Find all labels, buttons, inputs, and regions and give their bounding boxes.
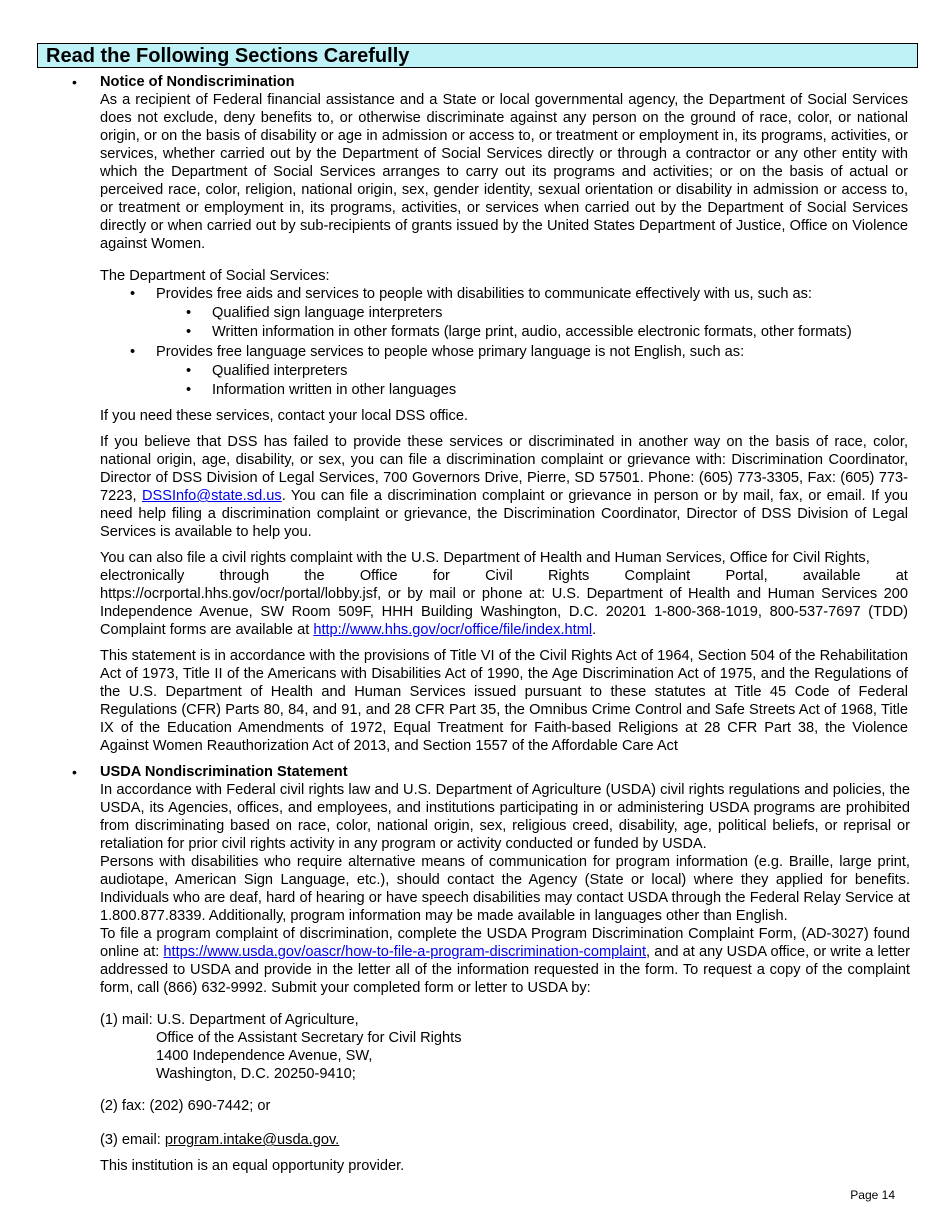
list-item: • Provides free language services to people whose primary language is not English, such as: [130,344,745,360]
dss-intro: The Department of Social Services: [100,268,330,284]
email-line: (3) email: program.intake@usda.gov. [100,1132,340,1148]
bullet-dot: • [72,764,77,780]
usda-section [100,763,910,1175]
hhs-paragraph: You can also file a civil rights complaint with the U.S. Department of Health and Human Services, Office for Civil Rights, electronically through the Office for Civil Rights Complaint Portal, available at https://ocrportal.hhs.gov/ocr/portal/lobby.jsf, or by mail or phone at: U.S. Department of Health and Human Services 200 Independence Avenue, SW Room 509F, HHH Building Washington, D.C. 20201 1-800-368-1019, 800-537-7697 (TDD) Complaint forms are available at http://www.hhs.gov/ocr/office/file/index.html. [100,550,908,638]
list-item: • Qualified sign language interpreters [186,305,443,321]
dss-email-link[interactable]: DSSInfo@state.sd.us [141,488,282,504]
notice-paragraph: As a recipient of Federal financial assistance and a State or local governmental agency, the Department of Social Services does not exclude, deny benefits to, or otherwise discriminate against any person on the ground of race, color, or national origin, or on the basis of disability or age in admission or access to, or treatment or employment in, its programs, activities, or services, whether carried out by the Department of Social Services directly or through a contractor or any other entity with which the Department of Social Services arranges to carry out its programs and activities; or on the basis of actual or perceived race, color, religion, national origin, sex, gender identity, sexual orientation or disability in admission or access to, or treatment or employment in, its programs, activities, or services when carried out by the Department of Social Services directly or when carried out by sub-recipients of grants issued by the United States Department of Justice, Office on Violence against Women. [100,92,908,252]
mail-address-line: Office of the Assistant Secretary for Civil Rights [156,1030,462,1046]
list-item: • Provides free aids and services to people with disabilities to communicate effectively with us, such as: [130,286,812,302]
usda-title: USDA Nondiscrimination Statement [100,764,348,780]
usda-email-link[interactable]: program.intake@usda.gov. [164,1132,340,1148]
equal-opportunity: This institution is an equal opportunity provider. [100,1158,405,1174]
mail-line: (1) mail: U.S. Department of Agriculture, [100,1012,359,1028]
complaint-paragraph: If you believe that DSS has failed to provide these services or discriminated in another way on the basis of race, color, national origin, age, disability, or sex, you can file a discrimination complaint or grievance with: Discrimination Coordinator, Director of DSS Division of Legal Services, 700 Governors Drive, Pierre, SD 57501. Phone: (605) 773-3305, Fax: (605) 773-7223, DSSInfo@state.sd.us. You can file a discrimination complaint or grievance in person or by mail, fax, or email. If you need help filing a discrimination complaint or grievance, the Discrimination Coordinator, Director of DSS Division of Legal Services is available to help you. [100,434,908,540]
usda-paragraph: In accordance with Federal civil rights law and U.S. Department of Agriculture (USDA) civil rights regulations and policies, the USDA, its Agencies, offices, and employees, and institutions participating in or administering USDA programs are prohibited from discriminating based on race, color, national origin, sex, religious creed, disability, age, political beliefs, or reprisal or retaliation for prior civil rights activity in any program or activity conducted or funded by USDA. [100,782,910,852]
list-item: • Written information in other formats (large print, audio, accessible electronic formats, other formats) [186,324,852,340]
usda-paragraph: Persons with disabilities who require alternative means of communication for program information (e.g. Braille, large print, audiotape, American Sign Language, etc.), should contact the Agency (State or local) where they applied for benefits. Individuals who are deaf, hard of hearing or have speech disabilities may contact USDA through the Federal Relay Service at 1.800.877.8339. Additionally, program information may be made available in languages other than English. [100,854,910,924]
list-item: • Information written in other languages [186,382,457,398]
hhs-complaint-link[interactable]: http://www.hhs.gov/ocr/office/file/index.html [313,622,593,638]
statement-paragraph: This statement is in accordance with the provisions of Title VI of the Civil Rights Act of 1964, Section 504 of the Rehabilitation Act of 1973, Title II of the Americans with Disabilities Act of 1990, the Age Discrimination Act of 1975, and the Regulations of the U.S. Department of Health and Human Services issued pursuant to these statutes at Title 45 Code of Federal Regulations (CFR) Parts 80, 84, and 91, and 28 CFR Part 35, the Omnibus Crime Control and Safe Streets Act of 1968, Title IX of the Education Amendments of 1972, Equal Treatment for Faith-based Religions at 28 CFR Part 38, the Violence Against Women Reauthorization Act of 2013, and Section 1557 of the Affordable Care Act [100,648,908,754]
mail-address-line: 1400 Independence Avenue, SW, [156,1048,373,1064]
mail-address-line: Washington, D.C. 20250-9410; [156,1066,356,1082]
contact-line: If you need these services, contact your local DSS office. [100,408,469,424]
usda-complaint-paragraph: To file a program complaint of discrimination, complete the USDA Program Discrimination Complaint Form, (AD-3027) found online at: https://www.usda.gov/oascr/how-to-file-a-program-discrimination-complaint, and at any USDA office, or write a letter addressed to USDA and provide in the letter all of the information requested in the form. To request a copy of the complaint form, call (866) 632-9992. Submit your completed form or letter to USDA by: [100,926,910,996]
hhs-spread-line: electronically through the Office for Civil Rights Complaint Portal, available at [100,568,908,584]
notice-section [100,73,908,755]
page-number: Page 14 [850,1188,895,1202]
list-item: • Qualified interpreters [186,363,348,379]
fax-line: (2) fax: (202) 690-7442; or [100,1098,271,1114]
section-header: Read the Following Sections Carefully [37,43,918,68]
notice-title: Notice of Nondiscrimination [100,74,295,90]
usda-complaint-link[interactable]: https://www.usda.gov/oascr/how-to-file-a-program-discrimination-complaint [163,944,647,960]
bullet-dot: • [72,74,77,90]
